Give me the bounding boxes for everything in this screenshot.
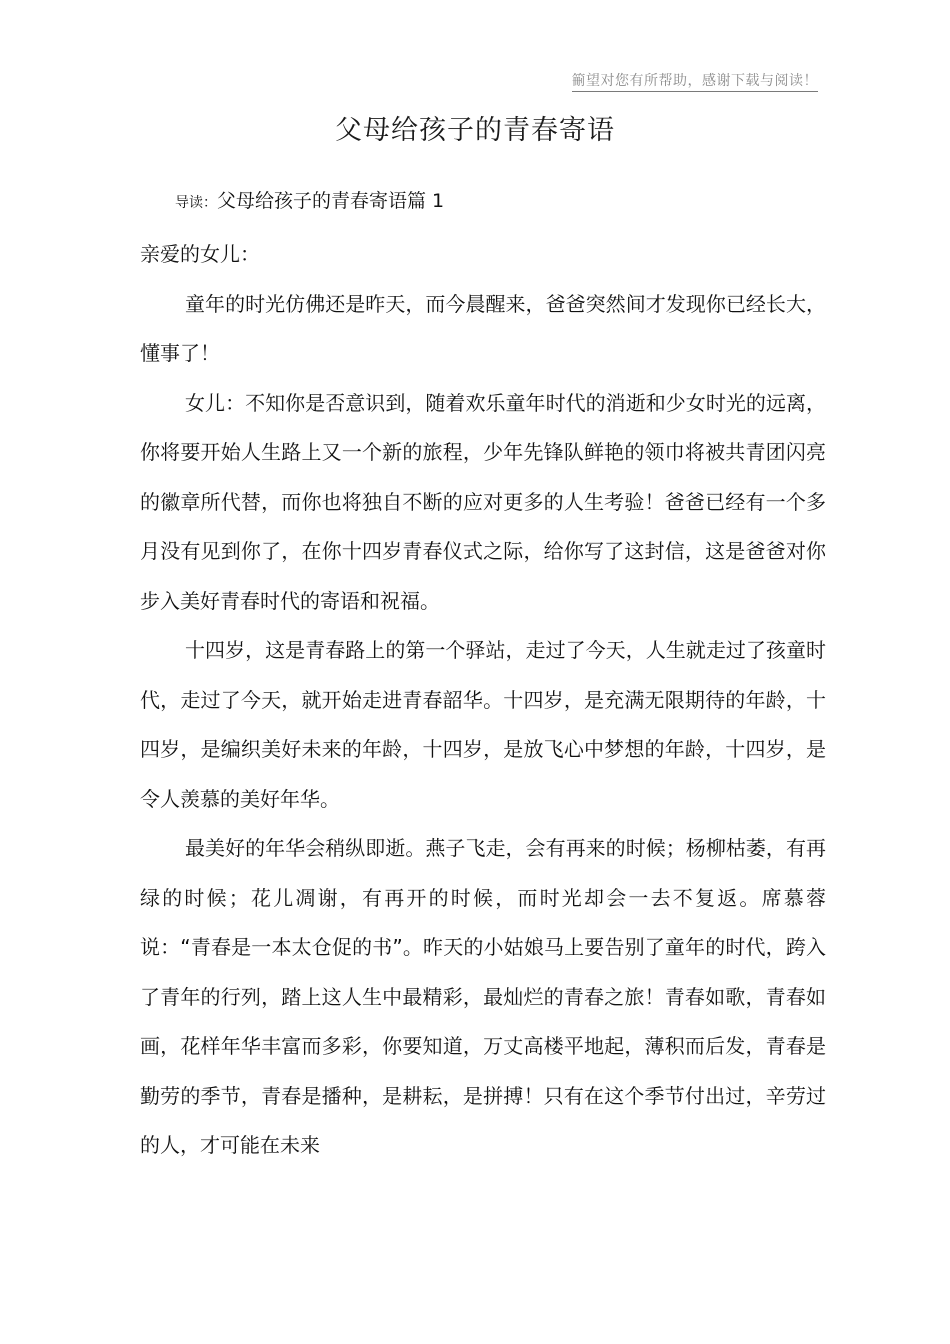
salutation: 亲爱的女儿： [140,242,260,266]
header-note: 䈀望对您有所帮助，感谢下载与阅读！ [572,70,819,92]
lead-label: 导读： [175,195,217,211]
paragraph: 十四岁，这是青春路上的第一个驿站，走过了今天，人生就走过了孩童时代，走过了今天，就开始走进青春韶华。十四岁，是充满无限期待的年龄，十四岁，是编织美好未来的年龄，十四岁，是放飞心中梦想的年龄，十四岁，是令人羡慕的美好年华。 [140,638,826,811]
letter-body [140,230,826,1171]
paragraph: 最美好的年华会稍纵即逝。燕子飞走，会有再来的时候；杨柳枯萎，有再绿的时候；花儿凋谢，有再开的时候，而时光却会一去不复返。席慕蓉说：“青春是一本太仓促的书”。昨天的小姑娘马上要告别了童年的时代，跨入了青年的行列，踏上这人生中最精彩，最灿烂的青春之旅！青春如歌，青春如画，花样年华丰富而多彩，你要知道，万丈高楼平地起，薄积而后发，青春是勤劳的季节，青春是播种，是耕耘，是拼搏！只有在这个季节付出过，辛劳过的人，才可能在未来 [140,836,826,1157]
lead-text: 父母给孩子的青春寄语篇 1 [217,190,445,212]
lead-line [175,186,444,213]
paragraph: 女儿：不知你是否意识到，随着欢乐童年时代的消逝和少女时光的远离，你将要开始人生路上又一个新的旅程，少年先锋队鲜艳的领巾将被共青团闪亮的徽章所代替，而你也将独自不断的应对更多的人生考验！爸爸已经有一个多月没有见到你了，在你十四岁青春仪式之际，给你写了这封信，这是爸爸对你步入美好青春时代的寄语和祝福。 [140,390,826,613]
paragraph: 童年的时光仿佛还是昨天，而今晨醒来，爸爸突然间才发现你已经长大，懂事了！ [140,291,826,365]
document-title: 父母给孩子的青春寄语 [335,115,615,146]
